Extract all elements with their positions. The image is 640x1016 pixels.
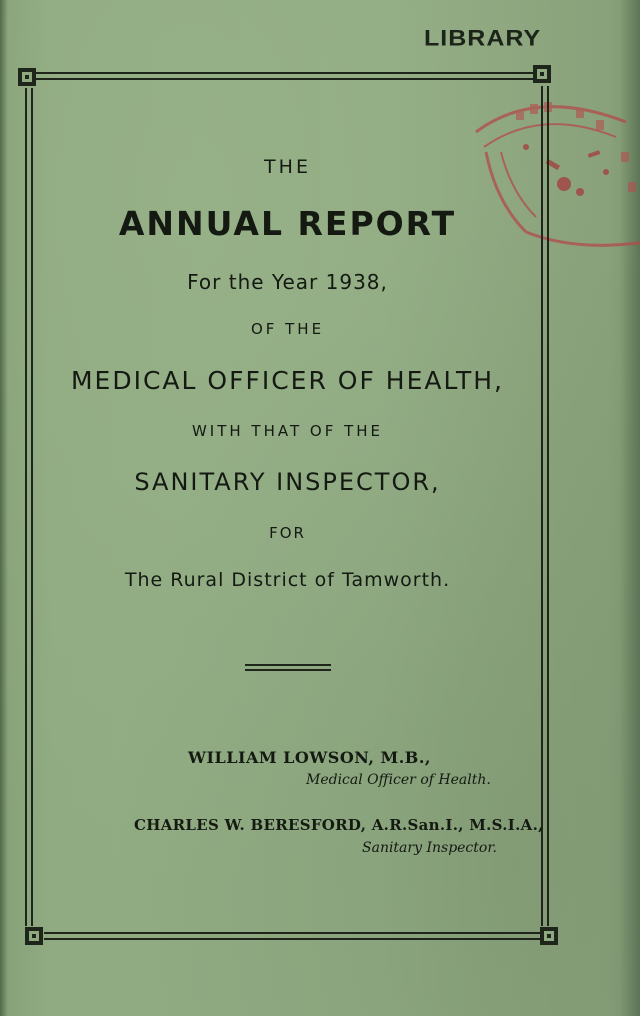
title-annual-report: ANNUAL REPORT: [118, 204, 457, 243]
corner-ornament-bottom-right: [539, 926, 559, 946]
officer-name-lowson: WILLIAM LOWSON, M.B.,: [188, 748, 431, 767]
line-sanitary-inspector: SANITARY INSPECTOR,: [134, 468, 441, 496]
frame-left-rule-outer: [25, 88, 27, 926]
report-year: For the Year 1938,: [187, 270, 388, 294]
page-edge-shadow-left: [0, 0, 8, 1016]
corner-ornament-bottom-left: [24, 926, 44, 946]
line-for: FOR: [269, 524, 306, 542]
library-label: LIBRARY: [424, 25, 542, 51]
line-district: The Rural District of Tamworth.: [124, 569, 451, 591]
frame-bottom-rule-inner: [44, 938, 540, 940]
officer-role-sanitary: Sanitary Inspector.: [362, 840, 497, 856]
title-the: THE: [264, 156, 311, 178]
divider-rule-upper: [245, 664, 331, 666]
title-block: [30, 0, 545, 620]
line-of-the: OF THE: [250, 320, 325, 338]
divider-rule-lower: [245, 669, 331, 671]
officer-role-medical: Medical Officer of Health.: [306, 772, 491, 788]
line-with-that-of-the: WITH THAT OF THE: [191, 422, 384, 440]
officer-name-beresford: CHARLES W. BERESFORD, A.R.San.I., M.S.I.A.,: [134, 816, 544, 834]
line-medical-officer: MEDICAL OFFICER OF HEALTH,: [70, 366, 504, 395]
frame-right-rule-inner: [547, 86, 549, 926]
frame-bottom-rule-outer: [44, 932, 540, 934]
